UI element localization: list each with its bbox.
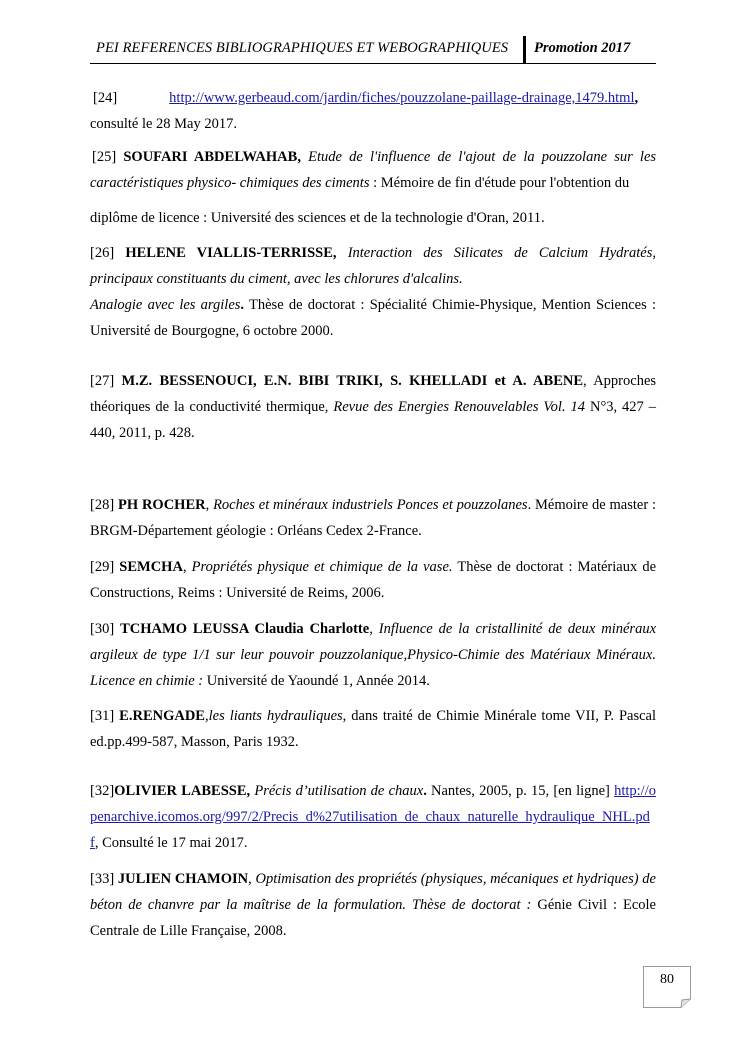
ref-details: Thèse de doctorat : Spécialité Chimie-Physique, Mention Sciences : Université de Bourgogne, 6 octobre 2000. (90, 297, 656, 339)
ref-title: Roches et minéraux industriels Ponces et pouzzolanes (213, 497, 528, 513)
ref-details: . Mémoire de master : BRGM-Département géologie : Orléans Cedex 2-France. (90, 497, 657, 539)
reference-25-cont (90, 205, 656, 231)
ref-author: HELENE VIALLIS-TERRISSE, (125, 245, 337, 261)
ref-number: [29] (90, 559, 115, 575)
ref-details: N°3, 427 – 440, 2011, p. 428. (90, 399, 657, 441)
reference-26: [26] HELENE VIALLIS-TERRISSE, Interaction des Silicates de Calcium Hydratés, principaux constituants du ciment, avec les chlorures d'alcalins. Analogie avec les argiles. Thèse de doctorat : Spécialité Chimie-Physique, Mention Sciences : Université de Bourgogne, 6 octobre 2000. (90, 245, 657, 339)
ref-title: les liants hydrauliques (208, 708, 343, 724)
ref-number: [31] (90, 708, 115, 724)
ref-author: TCHAMO LEUSSA Claudia Charlotte (120, 621, 370, 637)
reference-25 (90, 144, 656, 196)
page-header (90, 36, 656, 62)
ref-author: M.Z. BESSENOUCI, E.N. BIBI TRIKI, S. KHELLADI et A. ABENE (121, 373, 584, 389)
ref-number: [28] (90, 497, 115, 513)
ref-title: Etude de l'influence de l'ajout de la pouzzolane sur les caractéristiques physico- chimiques des ciments (90, 149, 657, 191)
reference-28: [28] PH ROCHER, Roches et minéraux industriels Ponces et pouzzolanes. Mémoire de master : BRGM-Département géologie : Orléans Cedex 2-France. (90, 497, 657, 539)
header-promotion: Promotion 2017 (534, 40, 631, 56)
reference-31: [31] E.RENGADE,les liants hydrauliques, dans traité de Chimie Minérale tome VII, P. Pascal ed.pp.499-587, Masson, Paris 1932. (90, 708, 656, 750)
ref-32-link[interactable]: http://openarchive.icomos.org/997/2/Precis_d%27utilisation_de_chaux_naturelle_hydraulique_NHL.pdf (90, 783, 656, 851)
ref-number: [33] (90, 871, 115, 887)
ref-number: [24] (93, 90, 118, 106)
header-title: PEI REFERENCES BIBLIOGRAPHIQUES ET WEBOGRAPHIQUES (96, 40, 509, 56)
ref-title: Interaction des Silicates de Calcium Hydratés, principaux constituants du ciment, avec les chlorures d'alcalins. (90, 245, 657, 287)
ref-title: Propriétés physique et chimique de la vase. (191, 559, 453, 575)
page-number-box (643, 966, 691, 1008)
ref-details: : Mémoire de fin d'étude pour l'obtention du (369, 175, 630, 191)
ref-number: [27] (90, 373, 115, 389)
reference-list (90, 85, 656, 944)
ref-details: , Consulté le 17 mai 2017. (94, 835, 248, 851)
ref-title-cont: Analogie avec les argiles (90, 297, 241, 313)
ref-details: , dans traité de Chimie Minérale tome VII, P. Pascal ed.pp.499-587, Masson, Paris 1932. (90, 708, 656, 750)
ref-number: [25] (92, 149, 117, 165)
ref-title: Optimisation des propriétés (physiques, mécaniques et hydriques) de béton de chanvre par la maîtrise de la formulation. Thèse de doctorat : (90, 871, 656, 913)
page-number: 80 (660, 972, 674, 987)
header-separator (523, 36, 526, 64)
ref-24-link[interactable]: http://www.gerbeaud.com/jardin/fiches/pouzzolane-paillage-drainage,1479.html (169, 90, 635, 106)
ref-author: SOUFARI ABDELWAHAB, (123, 149, 301, 165)
reference-30: [30] TCHAMO LEUSSA Claudia Charlotte, Influence de la cristallinité de deux minéraux argileux de type 1/1 sur leur pouvoir pouzzolanique,Physico-Chimie des Matériaux Minéraux. Licence en chimie : Université de Yaoundé 1, Année 2014. (90, 621, 657, 689)
ref-details: Thèse de doctorat : Matériaux de Constructions, Reims : Université de Reims, 2006. (90, 559, 657, 601)
ref-author: E.RENGADE (119, 708, 205, 724)
ref-number: [32] (90, 783, 115, 799)
ref-author: SEMCHA (119, 559, 183, 575)
reference-33: [33] JULIEN CHAMOIN, Optimisation des propriétés (physiques, mécaniques et hydriques) de béton de chanvre par la maîtrise de la formulation. Thèse de doctorat : Génie Civil : Ecole Centrale de Lille Française, 2008. (90, 871, 656, 939)
ref-number: [26] (90, 245, 115, 261)
reference-32: [32]OLIVIER LABESSE, Précis d’utilisation de chaux. Nantes, 2005, p. 15, [en ligne] http://openarchive.icomos.org/997/2/Precis_d%27utilisation_de_chaux_naturelle_hydraulique_NHL.pdf, Consulté le 17 mai 2017. (90, 783, 656, 851)
ref-journal: Revue des Energies Renouvelables Vol. 14 (333, 399, 586, 415)
ref-24-consulted: consulté le 28 May 2017. (90, 116, 237, 132)
ref-details: Génie Civil : Ecole Centrale de Lille Française, 2008. (90, 897, 656, 939)
ref-details: diplôme de licence : Université des sciences et de la technologie d'Oran, 2011. (90, 210, 545, 226)
ref-number: [30] (90, 621, 115, 637)
header-rule (90, 63, 656, 64)
ref-details: Université de Yaoundé 1, Année 2014. (203, 673, 430, 689)
ref-author: PH ROCHER (118, 497, 206, 513)
ref-title: Précis d’utilisation de chaux (254, 783, 424, 799)
reference-27: [27] M.Z. BESSENOUCI, E.N. BIBI TRIKI, S. KHELLADI et A. ABENE, Approches théoriques de la conductivité thermique, Revue des Energies Renouvelables Vol. 14 N°3, 427 – 440, 2011, p. 428. (90, 373, 657, 441)
ref-title: Influence de la cristallinité de deux minéraux argileux de type 1/1 sur leur pouvoir pouzzolanique,Physico-Chimie des Matériaux Minéraux. Licence en chimie : (90, 621, 657, 689)
reference-24: [24] http://www.gerbeaud.com/jardin/fiches/pouzzolane-paillage-drainage,1479.html, consulté le 28 May 2017. (90, 90, 639, 132)
ref-author: OLIVIER LABESSE, (114, 783, 251, 799)
reference-29: [29] SEMCHA, Propriétés physique et chimique de la vase. Thèse de doctorat : Matériaux de Constructions, Reims : Université de Reims, 2006. (90, 559, 657, 601)
ref-author: JULIEN CHAMOIN (117, 871, 249, 887)
